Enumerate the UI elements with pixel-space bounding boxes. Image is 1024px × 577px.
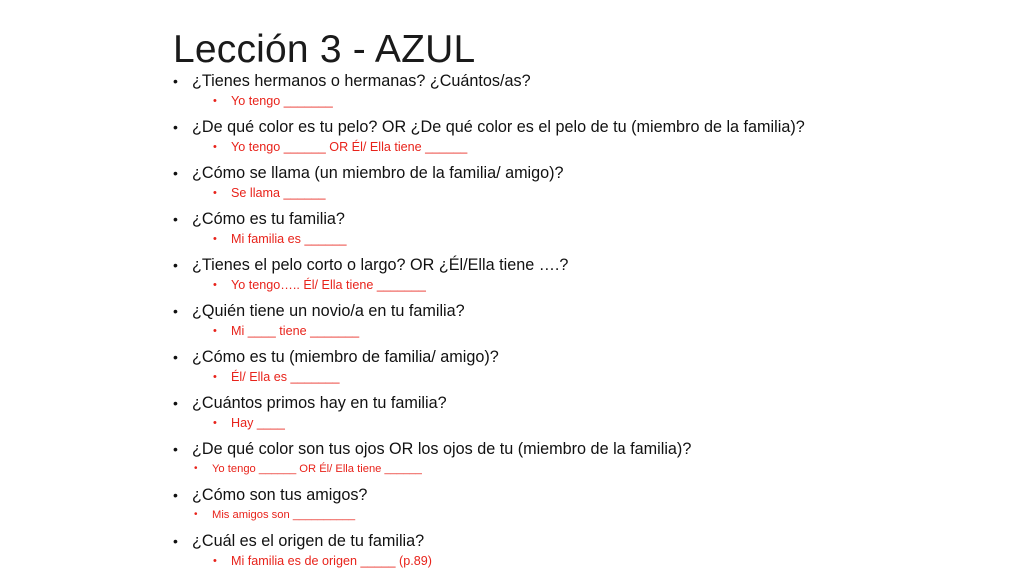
bullet-icon: • xyxy=(213,95,217,107)
bullet-icon: • xyxy=(194,509,198,520)
question-line xyxy=(173,485,1003,506)
answer-line xyxy=(173,276,1003,294)
question-line xyxy=(173,71,1003,92)
answer-line xyxy=(173,506,1003,524)
bullet-icon: • xyxy=(173,349,178,365)
list-item xyxy=(173,439,1003,478)
list-item xyxy=(173,347,1003,386)
answer-text: Mi familia es ______ xyxy=(231,232,347,246)
bullet-icon: • xyxy=(213,371,217,383)
answer-line xyxy=(173,460,1003,478)
question-line xyxy=(173,301,1003,322)
answer-line xyxy=(173,322,1003,340)
bullet-icon: • xyxy=(173,165,178,181)
question-line xyxy=(173,255,1003,276)
bullet-icon: • xyxy=(213,417,217,429)
answer-line xyxy=(173,92,1003,110)
bullet-icon: • xyxy=(173,119,178,135)
answer-text: Mis amigos son __________ xyxy=(212,509,356,521)
question-line xyxy=(173,347,1003,368)
question-text: ¿Cómo se llama (un miembro de la familia/ amigo)? xyxy=(192,164,564,182)
bullet-icon: • xyxy=(213,555,217,567)
answer-text: Mi familia es de origen _____ (p.89) xyxy=(231,554,432,568)
question-text: ¿De qué color son tus ojos OR los ojos de tu (miembro de la familia)? xyxy=(192,440,692,458)
question-line xyxy=(173,439,1003,460)
bullet-icon: • xyxy=(194,463,198,474)
question-text: ¿Cómo es tu (miembro de familia/ amigo)? xyxy=(192,348,499,366)
list-item xyxy=(173,255,1003,294)
answer-text: Él/ Ella es _______ xyxy=(231,370,340,384)
bullet-icon: • xyxy=(213,233,217,245)
list-item xyxy=(173,393,1003,432)
question-line xyxy=(173,531,1003,552)
bullet-icon: • xyxy=(213,325,217,337)
bullet-icon: • xyxy=(173,487,178,503)
answer-line xyxy=(173,552,1003,570)
question-line xyxy=(173,393,1003,414)
question-line xyxy=(173,163,1003,184)
bullet-icon: • xyxy=(173,73,178,89)
question-text: ¿Quién tiene un novio/a en tu familia? xyxy=(192,302,465,320)
answer-line xyxy=(173,414,1003,432)
answer-text: Yo tengo _______ xyxy=(231,94,333,108)
bullet-icon: • xyxy=(173,441,178,457)
list-item xyxy=(173,531,1003,570)
answer-line xyxy=(173,184,1003,202)
bullet-icon: • xyxy=(173,257,178,273)
bullet-icon: • xyxy=(173,303,178,319)
list-item xyxy=(173,485,1003,524)
question-list xyxy=(173,71,1003,577)
bullet-icon: • xyxy=(213,141,217,153)
question-text: ¿Tienes el pelo corto o largo? OR ¿Él/Ella tiene ….? xyxy=(192,256,569,274)
answer-text: Yo tengo….. Él/ Ella tiene _______ xyxy=(231,278,426,292)
list-item xyxy=(173,117,1003,156)
question-text: ¿Cómo son tus amigos? xyxy=(192,486,368,504)
bullet-icon: • xyxy=(173,533,178,549)
question-text: ¿Cuál es el origen de tu familia? xyxy=(192,532,425,550)
question-line xyxy=(173,117,1003,138)
answer-text: Hay ____ xyxy=(231,416,285,430)
slide-title: Lección 3 - AZUL xyxy=(173,28,476,71)
list-item xyxy=(173,209,1003,248)
bullet-icon: • xyxy=(173,211,178,227)
question-text: ¿Cuántos primos hay en tu familia? xyxy=(192,394,447,412)
bullet-icon: • xyxy=(173,395,178,411)
list-item xyxy=(173,71,1003,110)
answer-line xyxy=(173,230,1003,248)
question-text: ¿Cómo es tu familia? xyxy=(192,210,345,228)
answer-text: Yo tengo ______ OR Él/ Ella tiene ______ xyxy=(231,140,468,154)
list-item xyxy=(173,301,1003,340)
answer-text: Yo tengo ______ OR Él/ Ella tiene ______ xyxy=(212,463,422,475)
list-item xyxy=(173,163,1003,202)
question-line xyxy=(173,209,1003,230)
bullet-icon: • xyxy=(213,279,217,291)
question-text: ¿De qué color es tu pelo? OR ¿De qué color es el pelo de tu (miembro de la familia)? xyxy=(192,118,805,136)
bullet-icon: • xyxy=(213,187,217,199)
answer-line xyxy=(173,138,1003,156)
answer-text: Se llama ______ xyxy=(231,186,326,200)
question-text: ¿Tienes hermanos o hermanas? ¿Cuántos/as? xyxy=(192,72,531,90)
answer-text: Mi ____ tiene _______ xyxy=(231,324,360,338)
answer-line xyxy=(173,368,1003,386)
